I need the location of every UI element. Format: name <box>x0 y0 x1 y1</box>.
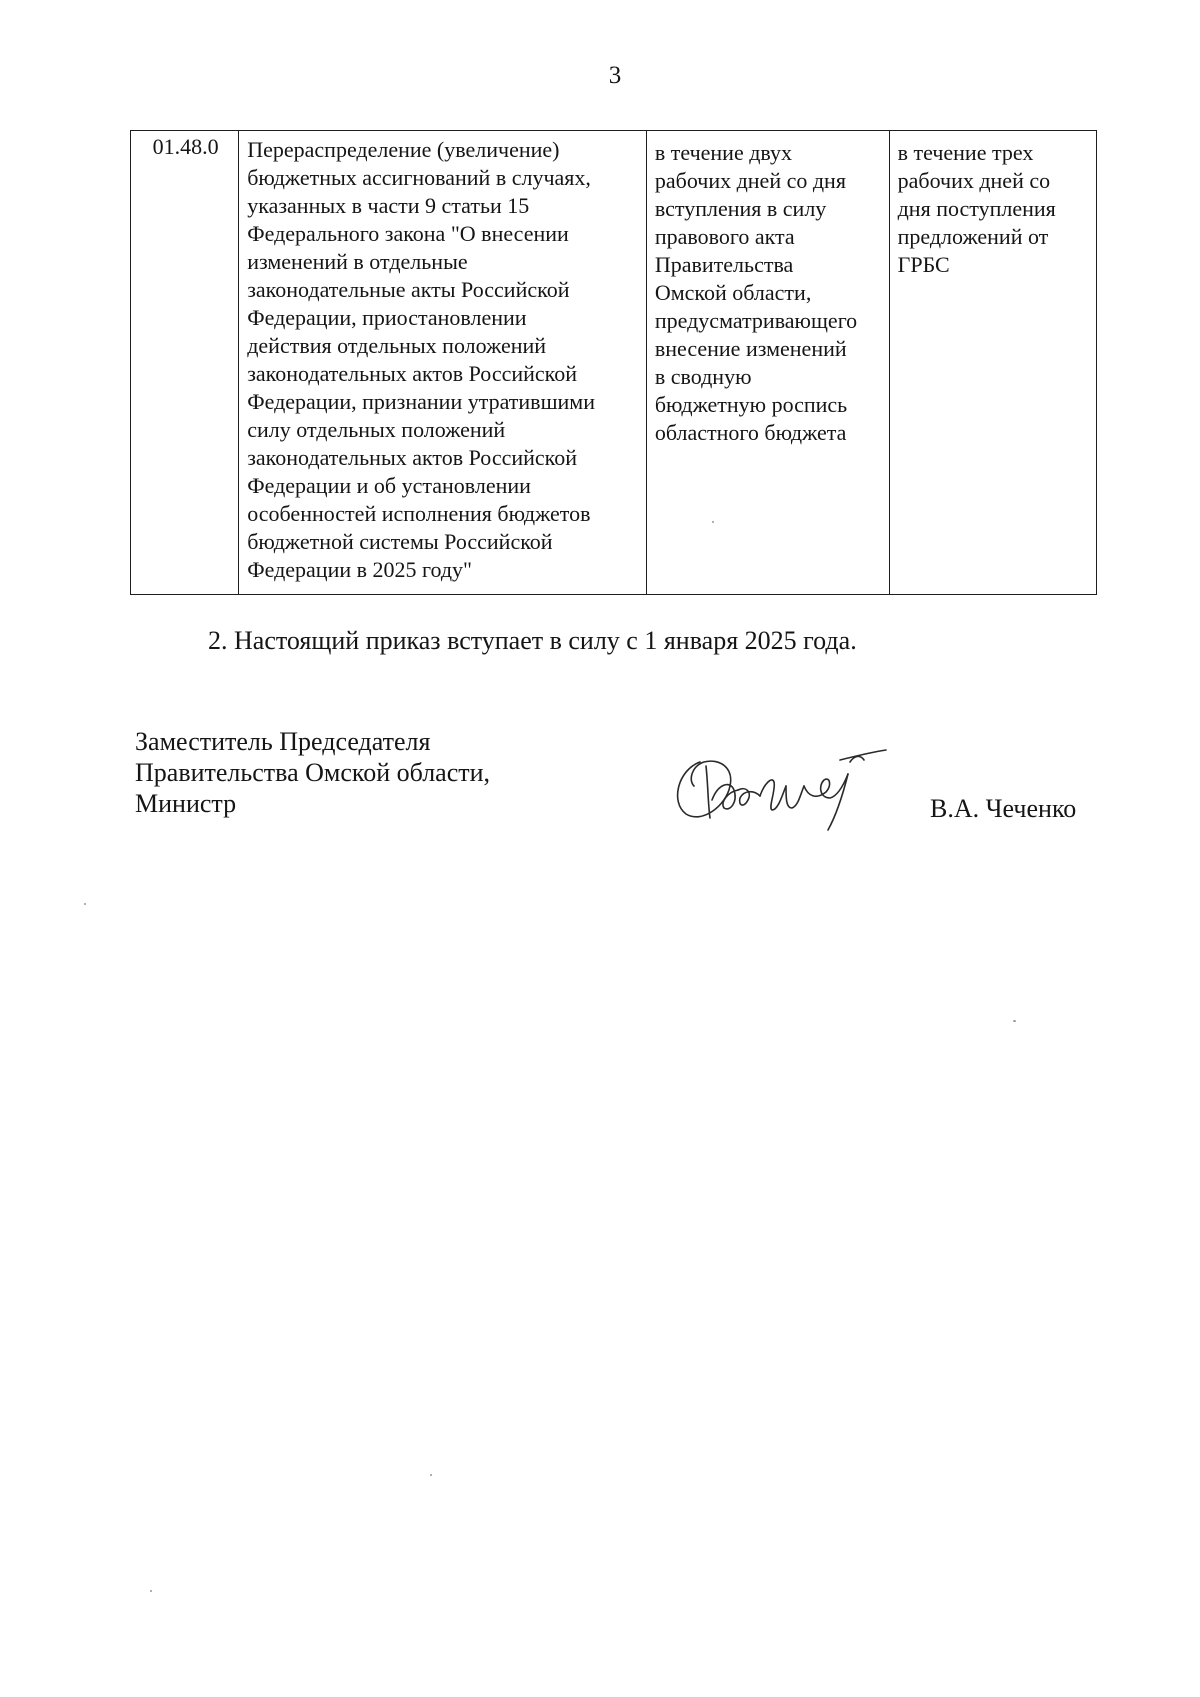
row-deadline-2-cell <box>889 131 1096 595</box>
order-paragraph-2: 2. Настоящий приказ вступает в силу с 1 января 2025 года. <box>208 626 857 655</box>
row-code-cell <box>131 131 239 595</box>
row-code: 01.48.0 <box>152 134 219 159</box>
row-deadline-1-cell <box>646 131 889 595</box>
row-description: Перераспределение (увеличение) бюджетных ассигнований в случаях, указанных в части 9 статьи 15 Федерального закона "О внесении изменений в отдельные законодательные акты Российской Федерации, приостановлении действия отдельных положений законодательных актов Российской Федерации, признании утратившими силу отдельных положений законодательных актов Российской Федерации и об установлении особенностей исполнения бюджетов бюджетной системы Российской Федерации в 2025 году" <box>247 137 595 582</box>
signatory-position: Заместитель Председателя Правительства Омской области, Министр <box>135 727 491 818</box>
handwritten-signature <box>668 740 908 840</box>
scan-speck <box>430 1474 432 1476</box>
page-number: 3 <box>608 62 622 89</box>
scan-speck <box>712 521 714 523</box>
document-table <box>130 130 1097 595</box>
row-deadline-1: в течение двух рабочих дней со дня вступления в силу правового акта Правительства Омской области, предусматривающего внесение изменений в сводную бюджетную роспись областного бюджета <box>654 140 858 445</box>
scan-speck <box>150 1590 152 1592</box>
signer-name: В.А. Чеченко <box>930 794 1077 823</box>
row-description-cell <box>239 131 647 595</box>
row-deadline-2: в течение трех рабочих дней со дня поступления предложений от ГРБС <box>897 140 1056 277</box>
scan-speck <box>1013 1020 1016 1022</box>
scan-speck <box>84 903 86 905</box>
table-row <box>131 131 1097 595</box>
